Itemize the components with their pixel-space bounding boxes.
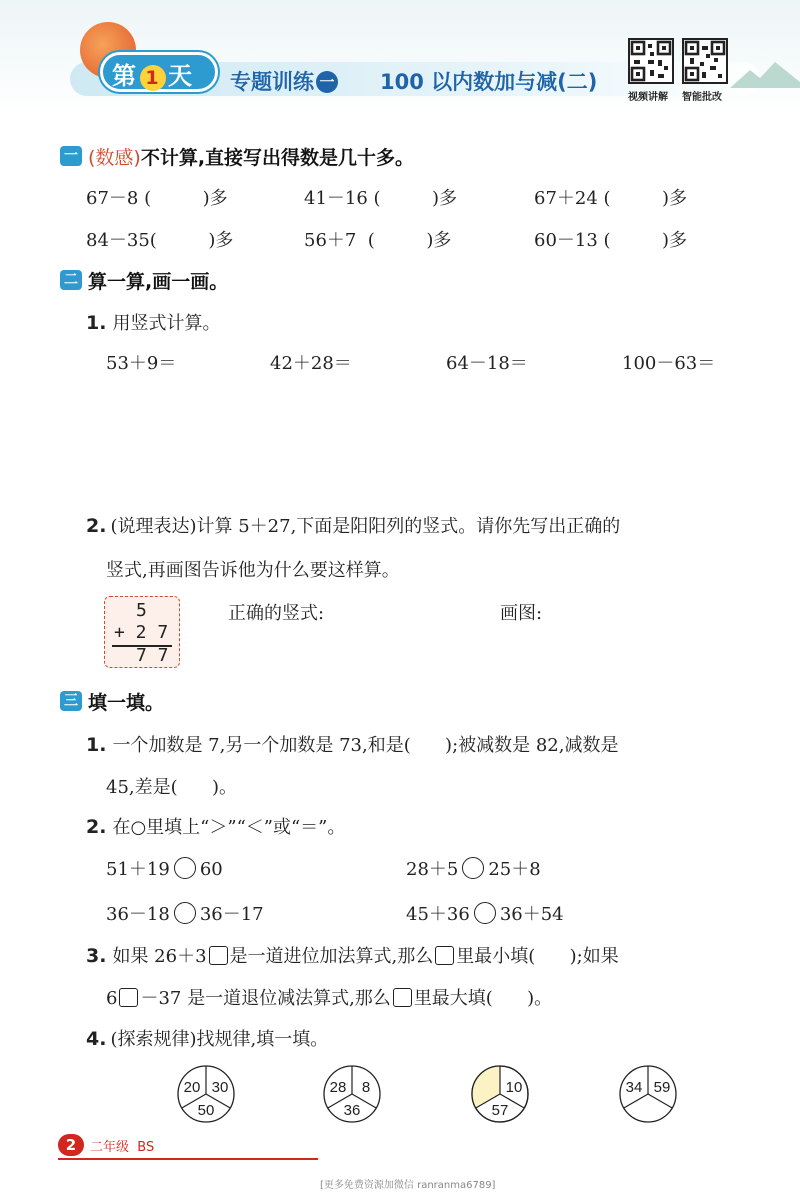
exercise-item: 60－13 ( )多 <box>534 230 688 251</box>
wheel-number: 20 <box>183 1079 201 1096</box>
qr-code-icon[interactable] <box>628 38 674 84</box>
section-one-icon: 一 <box>60 146 82 166</box>
mountain-decoration-icon <box>730 58 800 88</box>
page-number: 2 <box>58 1134 84 1156</box>
compare-circle[interactable] <box>174 902 196 924</box>
wheel-number: 59 <box>653 1079 671 1096</box>
wheel-number: 50 <box>197 1102 215 1119</box>
section-two-icon: 二 <box>60 270 82 290</box>
watermark-text: [更多免费资源加微信 ranranma6789] <box>320 1180 496 1191</box>
compare-circle[interactable] <box>474 902 496 924</box>
exercise-item: 67＋24 ( )多 <box>534 188 688 209</box>
day-number: 1 <box>140 65 166 91</box>
blank-square[interactable] <box>393 988 412 1007</box>
vertical-result: 7 7 <box>136 645 169 666</box>
section-one-title: (数感)不计算,直接写出得数是几十多。 <box>88 147 415 169</box>
pattern-wheel <box>176 1064 236 1124</box>
wheel-number: 34 <box>625 1079 643 1096</box>
pattern-wheel <box>618 1064 678 1124</box>
topic-label: 专题训练 一 <box>230 66 338 96</box>
question-two-two: 2. (说理表达)计算 5＋27,下面是阳阳列的竖式。请你先写出正确的 <box>86 515 621 537</box>
drawing-label: 画图: <box>500 603 543 624</box>
wheel-number: 30 <box>211 1079 229 1096</box>
blank-square[interactable] <box>119 988 138 1007</box>
vertical-calc-item: 64－18＝ <box>446 353 528 374</box>
wheel-number: 36 <box>343 1102 361 1119</box>
section-three-title: 填一填。 <box>88 692 165 714</box>
blank-square[interactable] <box>209 946 228 965</box>
qr-code-icon[interactable] <box>682 38 728 84</box>
grade-label: 二年级 BS <box>90 1140 155 1155</box>
vertical-top-number: 5 <box>136 600 147 621</box>
qr-caption-grading: 智能批改 <box>682 92 722 103</box>
question-three-three-continued: 6 －37 是一道退位减法算式,那么 里最大填( )。 <box>106 988 553 1009</box>
wheel-number: 57 <box>491 1102 509 1119</box>
question-three-three: 3. 如果 26＋3 是一道进位加法算式,那么 里最小填( );如果 <box>86 945 619 967</box>
compare-circle[interactable] <box>462 857 484 879</box>
wheel-number: 8 <box>361 1079 371 1096</box>
footer-divider <box>58 1158 318 1160</box>
wheel-number: 28 <box>329 1079 347 1096</box>
blank-square[interactable] <box>435 946 454 965</box>
correct-vertical-label: 正确的竖式: <box>228 603 325 624</box>
vertical-addend: + 2 7 <box>114 622 169 643</box>
question-three-one-continued: 45,差是( )。 <box>106 777 238 798</box>
page-title: 100 以内数加与减(二) <box>380 70 598 94</box>
qr-caption-video: 视频讲解 <box>628 92 668 103</box>
compare-circle[interactable] <box>174 857 196 879</box>
exercise-item: 41－16 ( )多 <box>304 188 458 209</box>
topic-number: 一 <box>316 71 338 93</box>
exercise-item: 67－8 ( )多 <box>86 188 228 209</box>
question-three-two: 2. 在○里填上“＞”“＜”或“＝”。 <box>86 816 346 838</box>
exercise-item: 56＋7 ( )多 <box>304 230 452 251</box>
compare-item: 51＋19 60 <box>106 859 223 880</box>
compare-item: 36－18 36－17 <box>106 904 264 925</box>
exercise-item: 84－35( )多 <box>86 230 234 251</box>
vertical-calc-item: 42＋28＝ <box>270 353 352 374</box>
section-two-title: 算一算,画一画。 <box>88 271 229 293</box>
question-three-one: 1. 一个加数是 7,另一个加数是 73,和是( );被减数是 82,减数是 <box>86 734 619 756</box>
compare-item: 28＋5 25＋8 <box>406 859 541 880</box>
compare-item: 45＋36 36＋54 <box>406 904 564 925</box>
question-two-one: 1. 用竖式计算。 <box>86 312 221 334</box>
question-two-two-continued: 竖式,再画图告诉他为什么要这样算。 <box>106 560 400 581</box>
pattern-wheel <box>322 1064 382 1124</box>
pattern-wheel <box>470 1064 530 1124</box>
vertical-calc-item: 53＋9＝ <box>106 353 177 374</box>
question-three-four: 4. (探索规律)找规律,填一填。 <box>86 1028 329 1050</box>
vertical-calc-item: 100－63＝ <box>622 353 716 374</box>
wheel-number: 10 <box>505 1079 523 1096</box>
day-label: 第 1 天 <box>112 62 194 90</box>
section-three-icon: 三 <box>60 691 82 711</box>
